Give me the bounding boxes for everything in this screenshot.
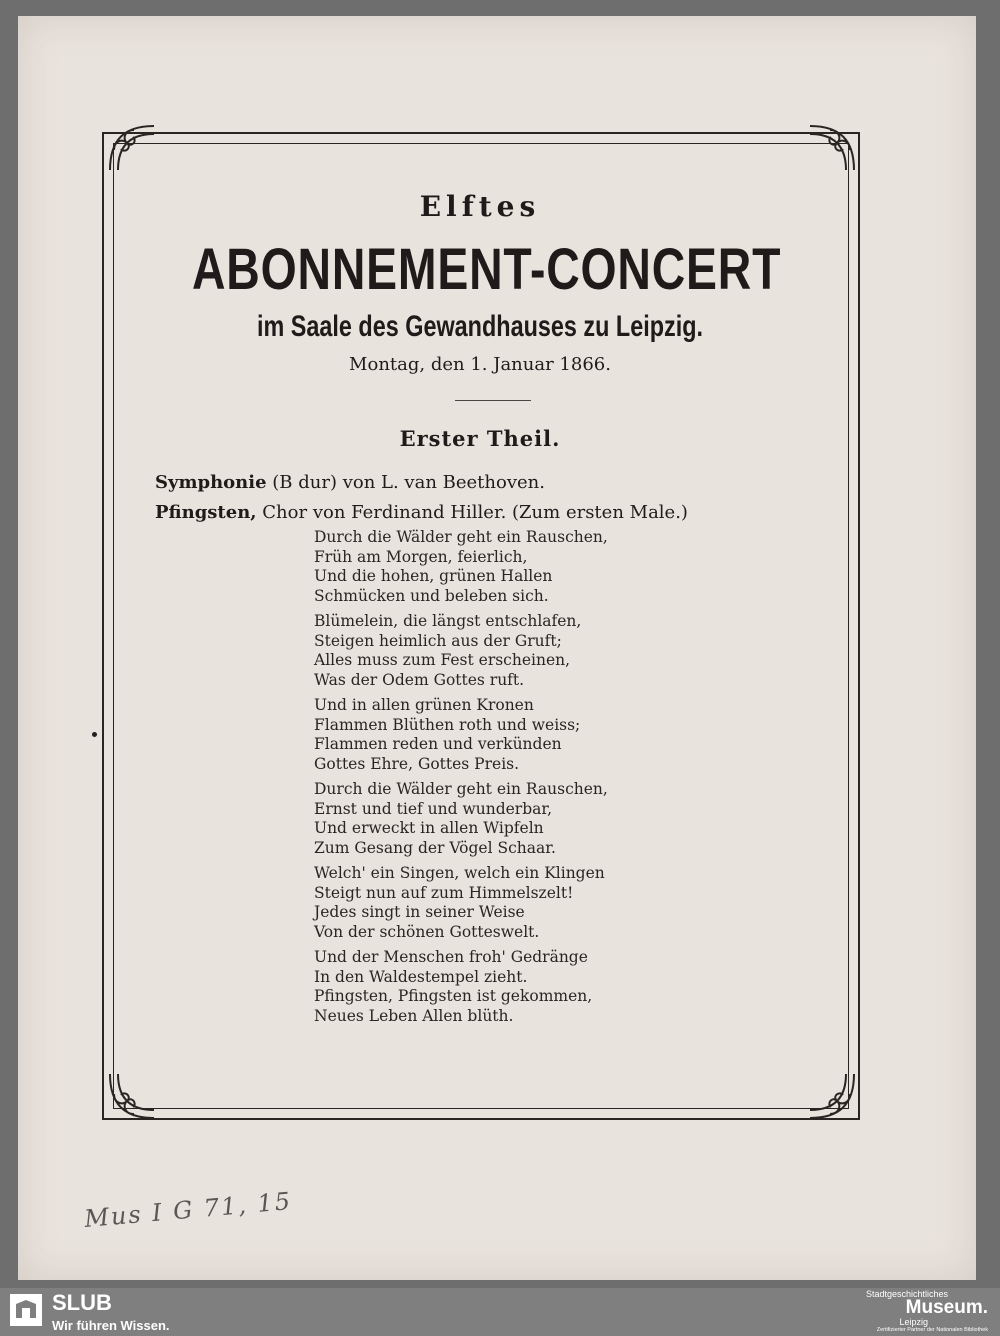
page-subtitle: im Saale des Gewandhauses zu Leipzig. — [256, 310, 704, 343]
museum-name: Museum. — [905, 1297, 988, 1318]
lyric-line: Neues Leben Allen blüth. — [314, 1006, 514, 1025]
lyric-line: Was der Odem Gottes ruft. — [314, 670, 525, 689]
slub-logo-icon — [8, 1292, 44, 1328]
stanza — [314, 948, 714, 1026]
lyric-line: Und erweckt in allen Wipfeln — [314, 819, 544, 837]
stanza — [314, 612, 714, 690]
stanza — [314, 528, 714, 606]
lyric-line: Und die hohen, grünen Hallen — [314, 567, 553, 585]
corner-ornament-icon — [804, 120, 860, 176]
program-detail: (B dur) von L. van Beethoven. — [266, 472, 545, 493]
lyric-line: Schmücken und beleben sich. — [314, 586, 549, 605]
stanza — [314, 864, 714, 942]
program-work: Pfingsten, — [155, 502, 257, 523]
program-list — [155, 468, 855, 528]
divider — [455, 400, 531, 401]
lyric-line: Durch die Wälder geht ein Rauschen, — [314, 780, 608, 798]
corner-ornament-icon — [104, 1068, 160, 1124]
ink-dot — [92, 732, 97, 737]
museum-city: Leipzig — [899, 1317, 928, 1327]
program-work: Symphonie — [155, 472, 267, 493]
shelfmark-handwriting: Mus I G 71, 15 — [83, 1186, 294, 1234]
lyric-line: Pfingsten, Pfingsten ist gekommen, — [314, 987, 593, 1005]
museum-note: Zertifizierter Partner der Nationalen Bibliothek — [876, 1327, 988, 1333]
lyric-line: Früh am Morgen, feierlich, — [314, 547, 528, 566]
slub-tagline: Wir führen Wissen. — [52, 1318, 170, 1333]
lyrics — [314, 528, 714, 1032]
lyric-line: Flammen Blüthen roth und weiss; — [314, 715, 581, 734]
program-item — [155, 498, 855, 528]
lyric-line: Welch' ein Singen, welch ein Klingen — [314, 864, 605, 882]
part-heading: Erster Theil. — [399, 426, 561, 451]
lyric-line: Steigt nun auf zum Himmelszelt! — [314, 883, 574, 902]
lyric-line: Steigen heimlich aus der Gruft; — [314, 631, 562, 650]
page-title: ABONNEMENT-CONCERT — [192, 237, 782, 302]
concert-date: Montag, den 1. Januar 1866. — [349, 354, 611, 375]
lyric-line: Durch die Wälder geht ein Rauschen, — [314, 528, 608, 546]
corner-ornament-icon — [104, 120, 160, 176]
lyric-line: Und der Menschen froh' Gedränge — [314, 948, 588, 966]
lyric-line: Von der schönen Gotteswelt. — [314, 922, 540, 941]
lyric-line: Jedes singt in seiner Weise — [314, 903, 525, 921]
heading-small: Elftes — [419, 190, 541, 223]
lyric-line: Gottes Ehre, Gottes Preis. — [314, 754, 520, 773]
corner-ornament-icon — [804, 1068, 860, 1124]
lyric-line: Zum Gesang der Vögel Schaar. — [314, 838, 556, 857]
stanza — [314, 780, 714, 858]
program-detail: Chor von Ferdinand Hiller. (Zum ersten Male.) — [256, 502, 688, 523]
lyric-line: Ernst und tief und wunderbar, — [314, 799, 553, 818]
lyric-line: Flammen reden und verkünden — [314, 735, 562, 753]
museum-small-label: Stadtgeschichtliches — [865, 1289, 948, 1299]
stanza — [314, 696, 714, 774]
program-item — [155, 468, 855, 498]
lyric-line: In den Waldestempel zieht. — [314, 967, 528, 986]
lyric-line: Und in allen grünen Kronen — [314, 696, 534, 714]
slub-name: SLUB — [52, 1290, 112, 1315]
lyric-line: Alles muss zum Fest erscheinen, — [314, 651, 571, 669]
lyric-line: Blümelein, die längst entschlafen, — [314, 612, 582, 630]
